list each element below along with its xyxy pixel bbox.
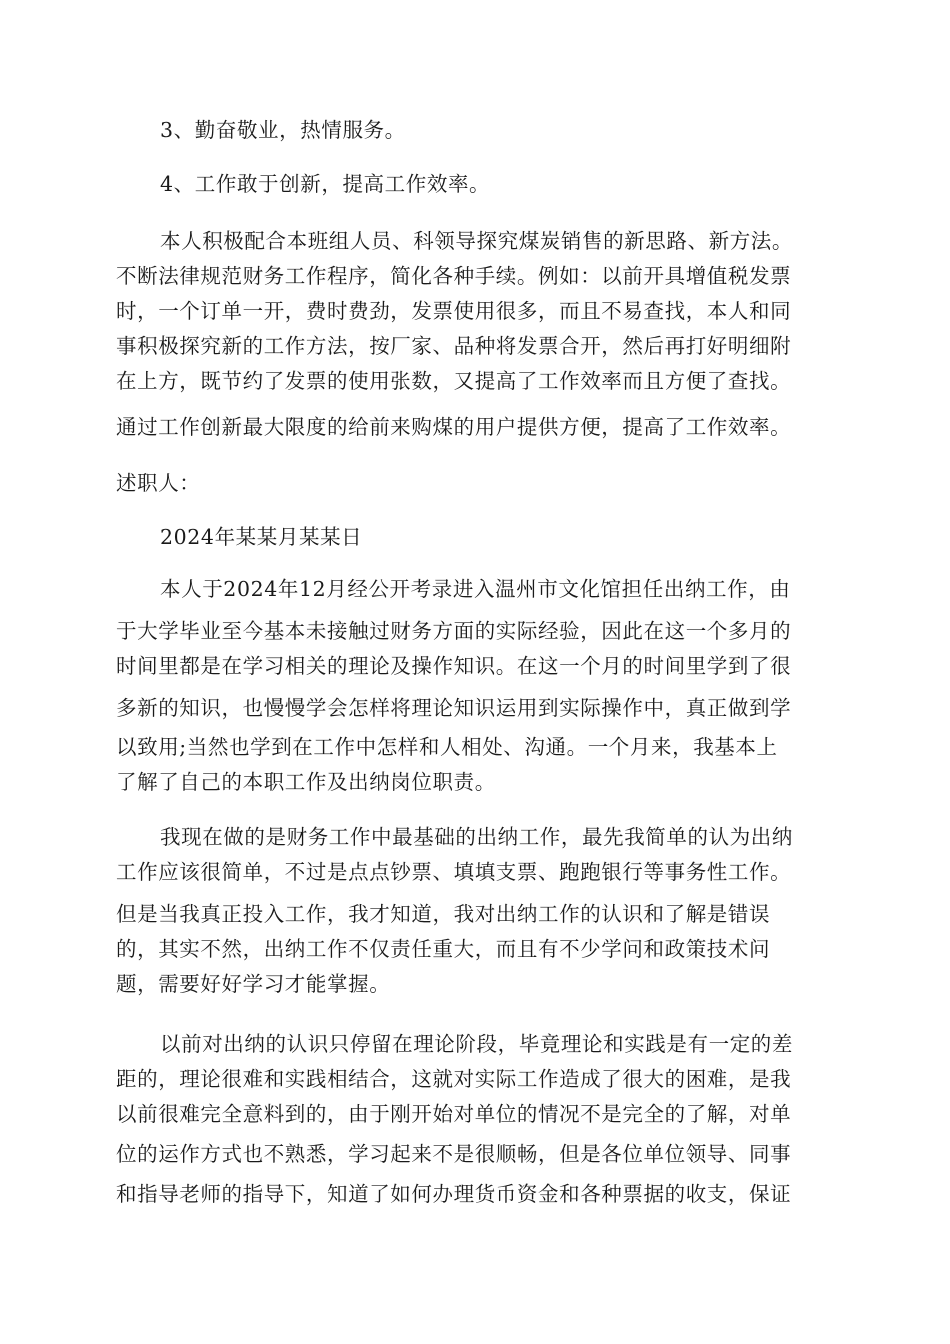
- paragraph-line: 本人积极配合本班组人员、科领导探究煤炭销售的新思路、新方法。: [160, 229, 793, 253]
- paragraph-line: 但是当我真正投入工作，我才知道，我对出纳工作的认识和了解是错误: [116, 902, 771, 926]
- paragraph-line: 工作应该很简单，不过是点点钞票、填填支票、跑跑银行等事务性工作。: [116, 860, 792, 884]
- paragraph-line: 本人于2024年12月经公开考录进入温州市文化馆担任出纳工作，由: [160, 577, 791, 601]
- paragraph-line: 了解了自己的本职工作及出纳岗位职责。: [116, 770, 496, 794]
- paragraph-line: 以前很难完全意料到的，由于刚开始对单位的情况不是完全的了解，对单: [116, 1102, 792, 1126]
- paragraph-line: 题，需要好好学习才能掌握。: [116, 972, 391, 996]
- paragraph-line: 事积极探究新的工作方法，按厂家、品种将发票合开，然后再打好明细附: [116, 334, 792, 358]
- paragraph-line: 的，其实不然，出纳工作不仅责任重大，而且有不少学问和政策技术问: [116, 937, 771, 961]
- paragraph-line: 和指导老师的指导下，知道了如何办理货币资金和各种票据的收支，保证: [116, 1182, 792, 1206]
- paragraph-line: 不断法律规范财务工作程序，简化各种手续。例如：以前开具增值税发票: [116, 264, 792, 288]
- paragraph-line: 时，一个订单一开，费时费劲，发票使用很多，而且不易查找，本人和同: [116, 299, 792, 323]
- paragraph-line: 距的，理论很难和实践相结合，这就对实际工作造成了很大的困难，是我: [116, 1067, 792, 1091]
- list-item-3: 3、勤奋敬业，热情服务。: [160, 118, 406, 142]
- list-item-4: 4、工作敢于创新，提高工作效率。: [160, 172, 491, 196]
- paragraph-line: 时间里都是在学习相关的理论及操作知识。在这一个月的时间里学到了很: [116, 654, 792, 678]
- reporter-label: 述职人：: [116, 471, 201, 495]
- paragraph-line: 以致用;当然也学到在工作中怎样和人相处、沟通。一个月来，我基本上: [116, 735, 778, 759]
- paragraph-line: 多新的知识，也慢慢学会怎样将理论知识运用到实际操作中，真正做到学: [116, 696, 792, 720]
- paragraph-line: 于大学毕业至今基本未接触过财务方面的实际经验，因此在这一个多月的: [116, 619, 792, 643]
- paragraph-line: 位的运作方式也不熟悉，学习起来不是很顺畅，但是各位单位领导、同事: [116, 1142, 792, 1166]
- date-line: 2024年某某月某某日: [160, 525, 363, 549]
- paragraph-line: 通过工作创新最大限度的给前来购煤的用户提供方便，提高了工作效率。: [116, 415, 792, 439]
- paragraph-line: 在上方，既节约了发票的使用张数，又提高了工作效率而且方便了查找。: [116, 369, 792, 393]
- paragraph-line: 以前对出纳的认识只停留在理论阶段，毕竟理论和实践是有一定的差: [160, 1032, 793, 1056]
- paragraph-line: 我现在做的是财务工作中最基础的出纳工作，最先我简单的认为出纳: [160, 825, 793, 849]
